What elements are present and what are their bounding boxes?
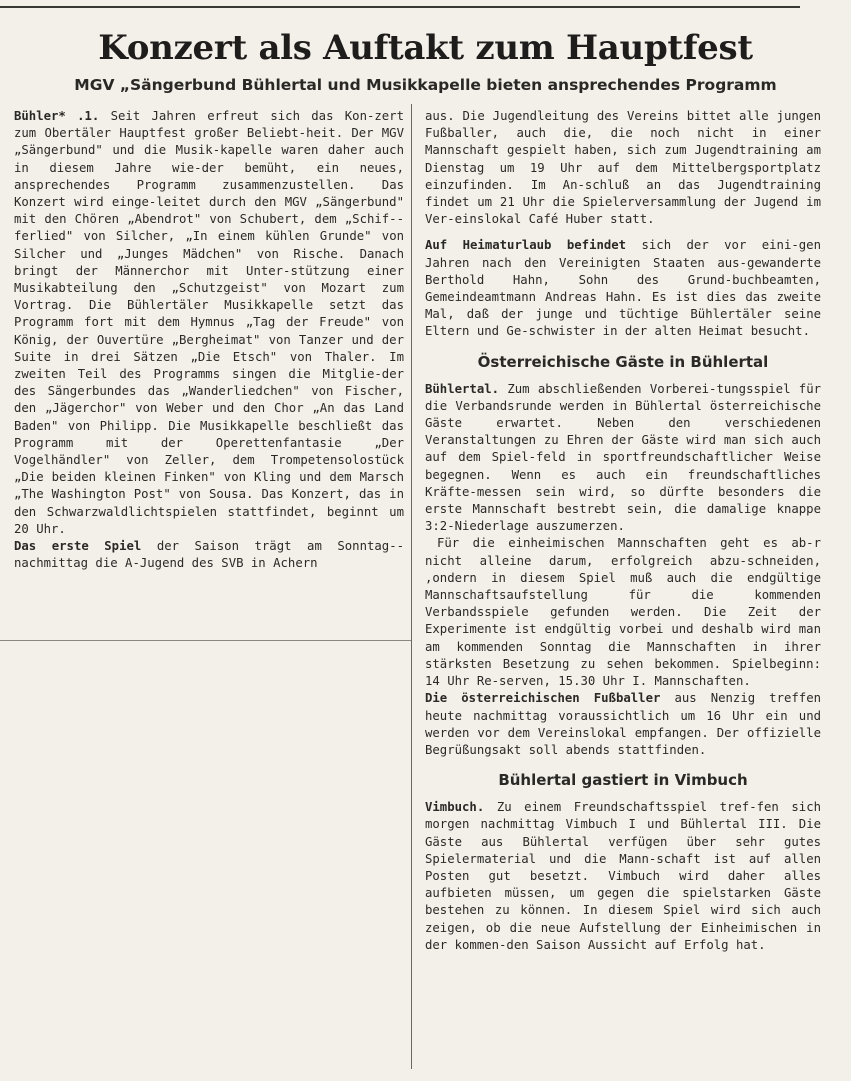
right-column xyxy=(425,108,821,954)
column-divider xyxy=(411,104,412,1069)
article-text: der Saison trägt am Sonntag-nachmittag die A-Jugend des SVB in Achern xyxy=(14,539,405,571)
headline: Konzert als Auftakt zum Hauptfest xyxy=(98,28,753,68)
article-text: Zu einem Freundschaftsspiel tref-fen sich morgen nachmittag Vimbuch I und Bühlertal III. Die Gäste aus Bühlertal verfügen über sehr gutes Spielermaterial und die Mann-schaft ist auf allen Posten gut besetzt. Vimbuch wird daher alles aufbieten müssen, um gegen die spielstarken Gäste bestehen zu können. In diesem Spiel wird sich auch zeigen, ob die neue Aufstellung der Einheimischen in der kommen-den Saison Aussicht auf Erfolg hat. xyxy=(425,800,821,952)
dateline: Bühler* .1. xyxy=(14,109,100,123)
article-austrian-players xyxy=(425,690,821,759)
subheadline: MGV „Sängerbund Bühlertal und Musikkapelle bieten ansprechendes Programm xyxy=(74,76,777,94)
article-continuation: aus. Die Jugendleitung des Vereins bittet alle jungen Fußballer, auch die, die noch nicht in einer Mannschaft gespielt haben, sich zum Jugendtraining am Dienstag um 19 Uhr auf dem Mittelbergsportplatz einzufinden. Im An-schluß an das Jugendtraining findet um 21 Uhr die Spielerversammlung der Jugend im Ver-einslokal Café Huber statt. xyxy=(425,109,821,227)
dateline: Bühlertal. xyxy=(425,381,500,396)
article-austrian-guests xyxy=(425,381,821,536)
article-paragraph: Für die einheimischen Mannschaften geht es ab-r nicht alleine darum, erfolgreich abzu-schneiden, ,ondern in diesem Spiel muß auch die endgültige Mannschaftsaufstellung für die kommenden Verbandsspiele gefunden werden. Die Zeit der Experimente ist endgültig vorbei und deshalb wird man am kommenden Sonntag die Mannschaften in ihrer stärksten Besetzung zu sehen bekommen. Spielbeginn: 14 Uhr Re-serven, 15.30 Uhr I. Mannschaften. xyxy=(425,536,821,689)
article-text: Seit Jahren erfreut sich das Kon-zert zum Obertäler Hauptfest großer Beliebt-heit. Der MGV „Sängerbund" und die Musik-kapelle waren daher auch in diesem Jahre wie-der bemüht, ein neues, ansprechendes Programm zusammenzustellen. Das Konzert wird einge-leitet durch den MGV „Sängerbund" mit den Chören „Abendrot" von Schubert, dem „Schif-ferlied" von Silcher, „In einem kühlen Grunde" von Silcher und „Junges Mädchen" von Rische. Danach bringt der Männerchor mit Unter-stützung einer Musikabteilung den „Schutzgeist" von Mozart zum Vortrag. Die Bühlertäler Musikkapelle setzt das Programm fort mit dem Hymnus „Tag der Freude" von König, der Ouvertüre „Bergheimat" von Tanzer und der Suite in drei Sätzen „Die Etsch" von Thaler. Im zweiten Teil des Programms singen die Mitglie-der des Sängerbundes das „Wanderliedchen" von Fischer, den „Jägerchor" von Weber und den Chor „An das Land Baden" von Philipp. Die Musikkapelle beschließt das Programm mit der Operettenfantasie „Der Vogelhändler" von Zeller, dem Trompetensolostück „Die beiden kleinen Finken" von Kling und dem Marsch „The Washington Post" von Sousa. Das Konzert, das in den Schwarzwaldlichtspielen stattfindet, beginnt um 20 Uhr. xyxy=(14,109,404,536)
lead-words: Auf Heimaturlaub befindet xyxy=(425,238,627,253)
article-text: sich der vor eini-gen Jahren nach den Vereinigten Staaten aus-gewanderte Berthold Hahn, Sohn des Grund-buchbeamten, Gemeindeamtmann Andreas Hahn. Es ist dies das zweite Mal, daß der junge und tüchtige Bühlertäler seine Eltern und Ge-schwister in der alten Heimat besucht. xyxy=(425,238,821,339)
article-home-leave xyxy=(425,237,821,340)
lead-words: Die österreichischen Fußballer xyxy=(425,691,661,706)
article-concert xyxy=(14,108,404,538)
section-heading-vimbuch: Bühlertal gastiert in Vimbuch xyxy=(498,771,748,790)
dateline: Vimbuch. xyxy=(425,800,485,815)
article-first-game xyxy=(14,538,404,572)
column-end-rule xyxy=(0,640,411,641)
section-heading-austrian-guests: Österreichische Gäste in Bühlertal xyxy=(477,352,769,371)
article-vimbuch xyxy=(425,799,821,954)
top-rule xyxy=(0,6,800,8)
lead-words: Das erste Spiel xyxy=(14,539,142,554)
left-column xyxy=(14,108,404,572)
article-text: Zum abschließenden Vorberei-tungsspiel für die Verbandsrunde werden in Bühlertal österreichische Gäste erwartet. Neben den verschiedenen Veranstaltungen zu Ehren der Gäste wird man sich auch auf dem Spiel-feld in sportfreundschaftlicher Weise begegnen. Wenn es auch ein freundschaftliches Kräfte-messen sein wird, so dürfte besonders die erste Mannschaft bestrebt sein, die damalige knappe 3:2-Niederlage auszumerzen. xyxy=(425,381,821,534)
article-text: aus Nenzig treffen heute nachmittag voraussichtlich um 16 Uhr ein und werden vor dem Vereinslokal empfangen. Der offizielle Begrüßungsakt soll abends stattfinden. xyxy=(425,691,822,757)
